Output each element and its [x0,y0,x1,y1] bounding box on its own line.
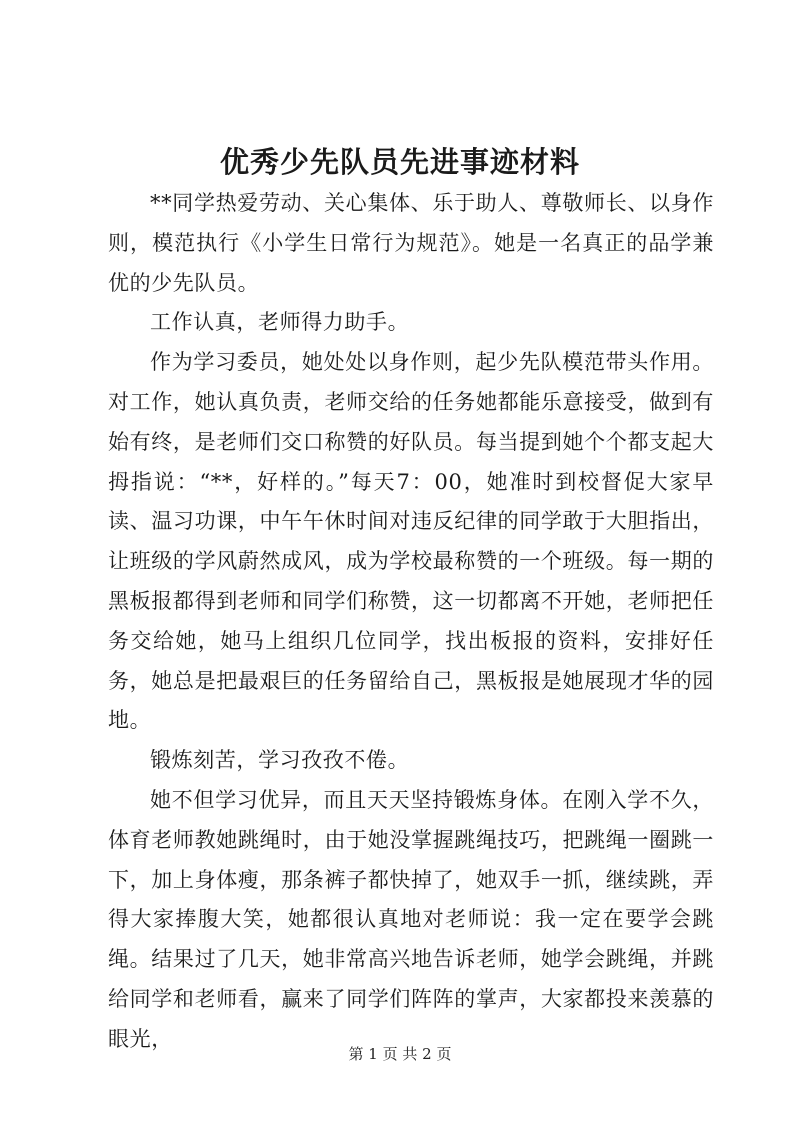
paragraph-exercise: 她不但学习优异，而且天天坚持锻炼身体。在刚入学不久，体育老师教她跳绳时，由于她没掌握跳绳技巧，把跳绳一圈跳一下，加上身体瘦，那条裤子都快掉了，她双手一抓，继续跳，弄得大家捧腹大笑，她都很认真地对老师说：我一定在要学会跳绳。结果过了几天，她非常高兴地告诉老师，她学会跳绳，并跳给同学和老师看，赢来了同学们阵阵的掌声，大家都投来羡慕的眼光， [108,787,714,1051]
section-heading-exercise: 锻炼刻苦，学习孜孜不倦。 [150,748,410,773]
document-body [108,184,714,1060]
paragraph-work: 作为学习委员，她处处以身作则，起少先队模范带头作用。对工作，她认真负责，老师交给的任务她都能乐意接受，做到有始有终，是老师们交口称赞的好队员。每当提到她个个都支起大拇指说：“**，好样的。”每天7：00，她准时到校督促大家早读、温习功课，中午午休时间对违反纪律的同学敢于大胆指出，让班级的学风蔚然成风，成为学校最称赞的一个班级。每一期的黑板报都得到老师和同学们称赞，这一切都离不开她，老师把任务交给她，她马上组织几位同学，找出板报的资料，安排好任务，她总是把最艰巨的任务留给自己，黑板报是她展现才华的园地。 [108,350,714,733]
section-heading-work: 工作认真，老师得力助手。 [150,310,410,335]
page-footer: 第 1 页 共 2 页 [348,1045,452,1063]
document-title: 优秀少先队员先进事迹材料 [219,145,580,179]
paragraph-intro: **同学热爱劳动、关心集体、乐于助人、尊敬师长、以身作则，模范执行《小学生日常行为规范》。她是一名真正的品学兼优的少先队员。 [108,191,714,295]
